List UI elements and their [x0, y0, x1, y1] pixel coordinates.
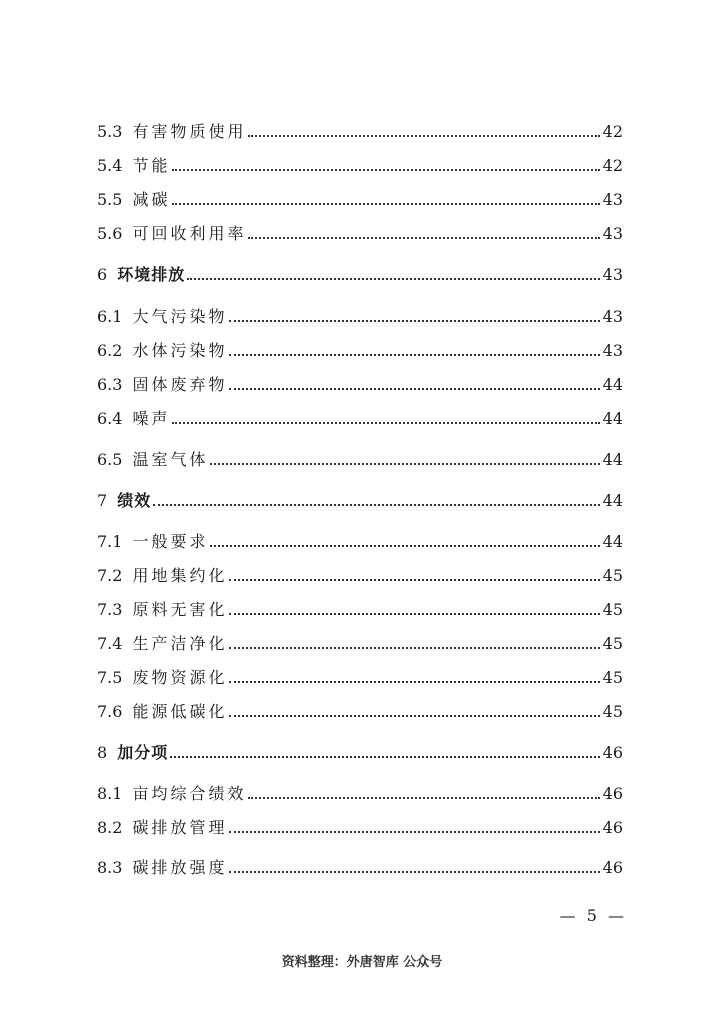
dot-leader: [229, 830, 599, 833]
toc-entry-number: 7.5: [97, 668, 123, 687]
dot-leader: [229, 387, 599, 390]
dot-leader: [153, 503, 599, 506]
toc-entry: [97, 184, 623, 210]
page-number: — 5 —: [559, 906, 627, 925]
toc-entry-page: 44: [602, 450, 623, 469]
dot-leader: [229, 646, 599, 649]
dot-leader: [229, 319, 599, 322]
toc-entry-number: 7.6: [97, 702, 123, 721]
dot-leader: [229, 612, 599, 615]
toc-entry-page: 45: [602, 702, 623, 721]
toc-entry-title: 减碳: [132, 190, 171, 209]
toc-entry-number: 8: [97, 743, 108, 762]
toc-entry-number: 7.2: [97, 566, 123, 585]
watermark-text: 资料整理：外唐智库 公众号: [281, 955, 443, 970]
toc-entry-number: 5.6: [97, 224, 123, 243]
toc-entry-page: 42: [602, 122, 623, 141]
toc-entry-number: 5.5: [97, 190, 123, 209]
toc-entry-title: 废物资源化: [132, 668, 228, 687]
toc-entry: [97, 369, 623, 395]
toc-entry: [97, 403, 623, 429]
toc-entry-title: 固体废弃物: [132, 375, 228, 394]
dot-leader: [229, 680, 599, 683]
dot-leader: [229, 353, 599, 356]
toc-entry: [97, 812, 623, 838]
toc-entry-page: 46: [602, 743, 623, 762]
dot-leader: [248, 236, 599, 239]
toc-entry: [97, 696, 623, 722]
toc-entry-number: 6.5: [97, 450, 123, 469]
toc-entry-number: 6.1: [97, 307, 123, 326]
toc-entry: [97, 444, 623, 470]
dot-leader: [248, 134, 599, 137]
toc-entry: [97, 218, 623, 244]
toc-entry: [97, 335, 623, 361]
toc-entry-title: 环境排放: [117, 265, 186, 284]
toc-entry-title: 碳排放管理: [132, 818, 228, 837]
toc-entry-number: 5.4: [97, 156, 123, 175]
toc-entry-number: 6.4: [97, 409, 123, 428]
dot-leader: [170, 755, 599, 758]
toc-entry-title: 绩效: [117, 491, 152, 510]
toc-entry-title: 生产洁净化: [132, 634, 228, 653]
toc-entry-page: 43: [602, 190, 623, 209]
dot-leader: [229, 870, 599, 873]
toc-entry-title: 碳排放强度: [132, 858, 228, 877]
toc-entry: [97, 778, 623, 804]
toc-entry-page: 42: [602, 156, 623, 175]
dot-leader: [229, 578, 599, 581]
dot-leader: [172, 202, 599, 205]
toc-entry-number: 8.3: [97, 858, 123, 877]
toc-entry-page: 45: [602, 600, 623, 619]
toc-entry-title: 用地集约化: [132, 566, 228, 585]
toc-entry-page: 44: [602, 532, 623, 551]
toc-entry-title: 节能: [132, 156, 171, 175]
dot-leader: [248, 796, 599, 799]
toc-entry: [97, 560, 623, 586]
toc-entry-page: 44: [602, 409, 623, 428]
toc-entry-page: 46: [602, 818, 623, 837]
toc-entry-title: 亩均综合绩效: [132, 784, 247, 803]
toc-entry: [97, 852, 623, 878]
dot-leader: [210, 462, 599, 465]
toc-entry-title: 可回收利用率: [132, 224, 247, 243]
dot-leader: [229, 714, 599, 717]
toc-entry-title: 温室气体: [132, 450, 209, 469]
toc-entry-title: 有害物质使用: [132, 122, 247, 141]
toc-entry-title: 噪声: [132, 409, 171, 428]
toc-entry-title: 大气污染物: [132, 307, 228, 326]
toc-entry: [97, 301, 623, 327]
toc-entry-number: 8.2: [97, 818, 123, 837]
toc-entry-page: 43: [602, 307, 623, 326]
toc-entry-title: 能源低碳化: [132, 702, 228, 721]
dot-leader: [172, 168, 599, 171]
toc-entry: [97, 526, 623, 552]
toc-entry-number: 6: [97, 265, 108, 284]
toc-entry-page: 46: [602, 858, 623, 877]
toc-entry-page: 43: [602, 341, 623, 360]
toc-entry-page: 44: [602, 491, 623, 510]
toc-entry-title: 一般要求: [132, 532, 209, 551]
toc-entry-page: 45: [602, 634, 623, 653]
toc-entry: [97, 594, 623, 620]
toc-entry: [97, 150, 623, 176]
toc-entry-page: 46: [602, 784, 623, 803]
toc-entry-page: 45: [602, 668, 623, 687]
dot-leader: [172, 421, 599, 424]
toc-chapter-entry: [97, 737, 623, 763]
toc-entry-number: 5.3: [97, 122, 123, 141]
toc-entry-number: 7: [97, 491, 108, 510]
toc-entry: [97, 628, 623, 654]
toc-entry-number: 6.2: [97, 341, 123, 360]
toc-entry-title: 加分项: [117, 743, 169, 762]
toc-entry-number: 7.1: [97, 532, 123, 551]
toc-entry-page: 44: [602, 375, 623, 394]
toc-entry-number: 6.3: [97, 375, 123, 394]
toc-entry-page: 45: [602, 566, 623, 585]
toc-entry-page: 43: [602, 224, 623, 243]
toc-entry: [97, 662, 623, 688]
toc-entry-title: 水体污染物: [132, 341, 228, 360]
toc-chapter-entry: [97, 259, 623, 285]
dot-leader: [210, 544, 599, 547]
dot-leader: [187, 277, 599, 280]
toc-entry-title: 原料无害化: [132, 600, 228, 619]
toc-entry-number: 7.4: [97, 634, 123, 653]
toc-entry-number: 8.1: [97, 784, 123, 803]
toc-entry-page: 43: [602, 265, 623, 284]
toc-chapter-entry: [97, 485, 623, 511]
toc-entry-number: 7.3: [97, 600, 123, 619]
toc-entry: [97, 116, 623, 142]
